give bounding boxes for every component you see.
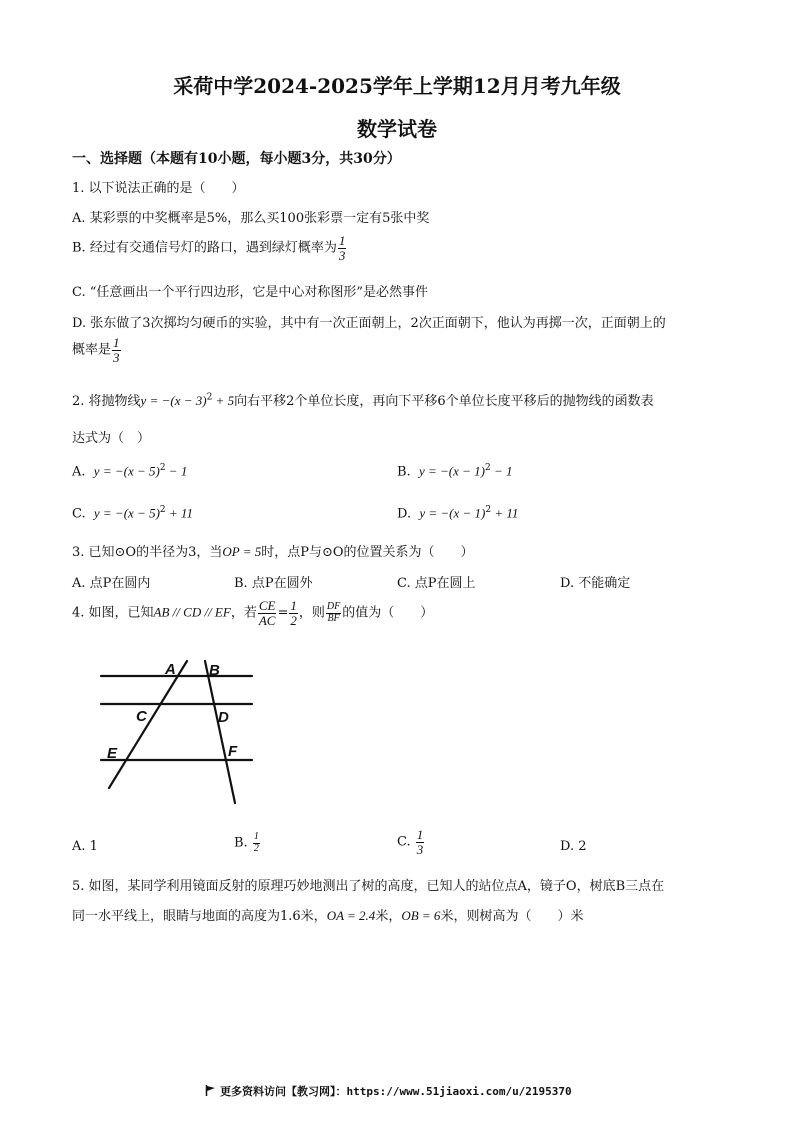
question-1-option-b: B. 经过有交通信号灯的路口，遇到绿灯概率为 $\frac{1}{3}$ — [72, 233, 346, 263]
label-a: A — [165, 661, 176, 678]
question-2-option-a: A. $y = -(x - 5)^2 - 1$ — [72, 463, 188, 480]
question-2-option-c: C. $y = -(x - 5)^2 + 11$ — [72, 505, 193, 522]
label-b: B — [209, 662, 220, 679]
parabola-expression: y = −(x − 3) — [140, 393, 207, 408]
fraction-ce-ac: $\frac{CE}{AC}$ — [258, 598, 276, 628]
question-1-option-a: A. 某彩票的中奖概率是5%，那么买100张彩票一定有5张中奖 — [72, 211, 430, 226]
label-e: E — [107, 745, 118, 762]
question-4-stem: 4. 如图，已知AB // CD // EF，若 $\frac{CE}{AC}$ = $\frac{1}{2}$ ，则 $\frac{DF}{BF}$ 的值为（ ） — [72, 598, 434, 628]
question-3-stem: 3. 已知⊙O的半径为3，当OP = 5时，点P与⊙O的位置关系为（ ） — [72, 544, 474, 560]
flag-icon — [205, 1085, 216, 1096]
question-4-option-c: C. $\frac{1}{3}$ — [397, 827, 424, 857]
question-2-stem: 2. 将抛物线$y = -(x - 3)^2 + 5$向右平移2个单位长度，再向下平移6个单位长度平移后的抛物线的函数表 — [72, 392, 654, 409]
question-1-option-d-line1: D. 张东做了3次掷均匀硬币的实验，其中有一次正面朝上，2次正面朝下，他认为再掷一次，正面朝上的 — [72, 316, 666, 331]
question-2-option-b: B. $y = -(x - 1)^2 - 1$ — [397, 463, 513, 480]
transversal-left — [109, 661, 187, 788]
fraction-df-bf: $\frac{DF}{BF}$ — [326, 601, 341, 624]
question-3-option-c: C. 点P在圆上 — [397, 576, 476, 591]
question-1-stem: 1. 以下说法正确的是（ ） — [72, 181, 245, 196]
label-d: D — [218, 709, 229, 726]
label-c: C — [136, 708, 147, 725]
question-3-option-b: B. 点P在圆外 — [234, 576, 313, 591]
question-1-option-c: C. “任意画出一个平行四边形，它是中心对称图形”是必然事件 — [72, 285, 429, 300]
question-4-option-d: D. 2 — [560, 839, 587, 854]
fraction-one-third: $\frac{1}{3}$ — [113, 335, 120, 365]
transversal-right — [205, 661, 235, 803]
question-5-line2: 同一水平线上，眼睛与地面的高度为1.6米，OA = 2.4米，OB = 6米，则树高为（ ）米 — [72, 908, 584, 924]
question-4-option-b: B. $\frac{1}{2}$ — [234, 831, 259, 854]
section-heading: 一、选择题（本题有10小题，每小题3分，共30分） — [72, 151, 401, 167]
fraction-one-half: $\frac{1}{2}$ — [290, 598, 297, 628]
parallel-lines-figure — [95, 655, 265, 810]
page-title: 采荷中学2024-2025学年上学期12月月考九年级 — [173, 74, 621, 98]
question-3-option-d: D. 不能确定 — [560, 576, 631, 591]
question-3-option-a: A. 点P在圆内 — [72, 576, 151, 591]
question-2-option-d: D. $y = -(x - 1)^2 + 11$ — [397, 505, 519, 522]
question-1-option-d-line2: 概率是 $\frac{1}{3}$ — [72, 335, 120, 365]
question-5-line1: 5. 如图，某同学利用镜面反射的原理巧妙地测出了树的高度，已知人的站位点A，镜子O，树底B三点在 — [72, 879, 665, 894]
question-2-stem-line2: 达式为（ ） — [72, 431, 151, 446]
label-f: F — [228, 743, 238, 760]
page-subtitle: 数学试卷 — [357, 117, 437, 141]
question-4-option-a: A. 1 — [72, 839, 98, 854]
fraction-one-third: $\frac{1}{3}$ — [338, 233, 346, 263]
footer-link[interactable]: 更多资料访问【教习网】：https://www.51jiaoxi.com/u/2195370 — [205, 1083, 572, 1099]
